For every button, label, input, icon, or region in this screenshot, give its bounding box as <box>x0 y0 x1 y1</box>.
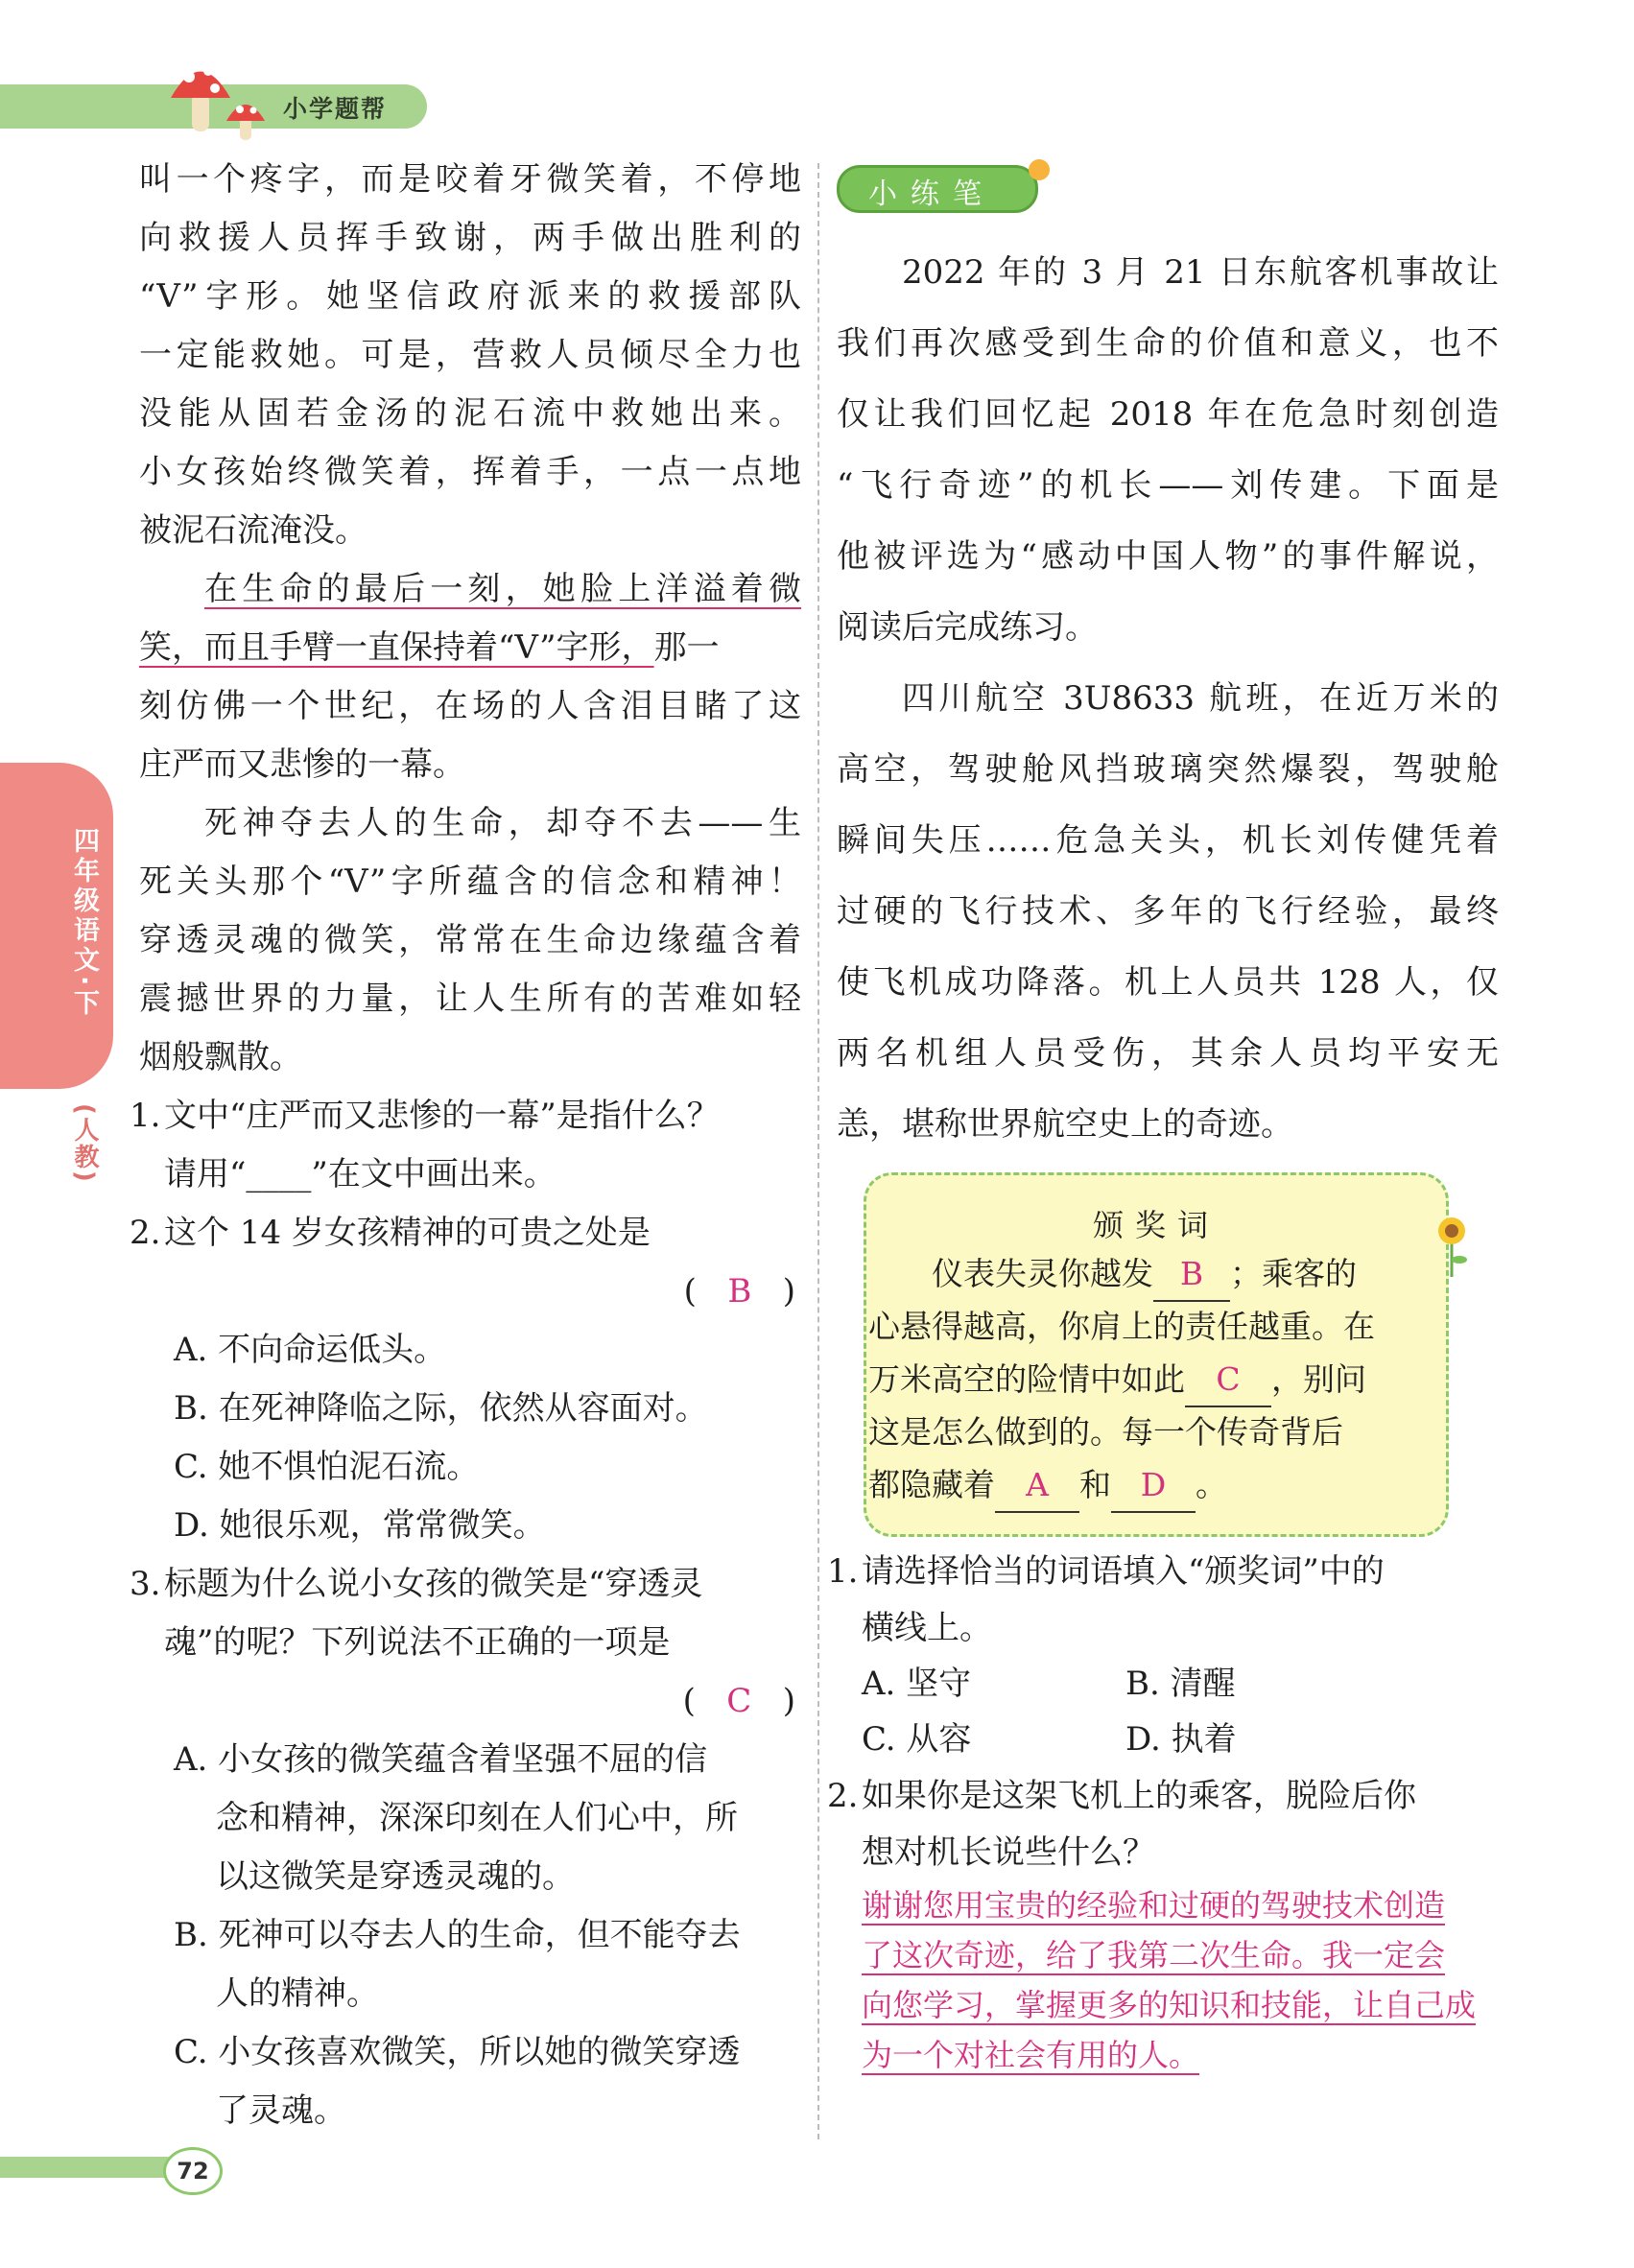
question-line <box>827 1543 1499 1600</box>
question-line: 想对机长说些什么？ <box>862 1833 1155 1872</box>
answer-line: 向您学习，掌握更多的知识和技能，让自己成 <box>862 1987 1477 2023</box>
question-line: 魂”的呢？下列说法不正确的一项是 <box>164 1623 671 1662</box>
text-line: 庄严而又悲惨的一幕。 <box>139 745 465 784</box>
side-tab-publisher: (人教) <box>70 1103 99 1184</box>
option-b: B. 在死神降临之际，依然从容面对。 <box>174 1389 708 1428</box>
question-text: 这个 14 岁女孩精神的可贵之处是 <box>164 1214 651 1252</box>
brand-title: 小学题帮 <box>283 95 388 123</box>
text-line: 使飞机成功降落。机上人员共 128 人，仅 <box>837 963 1499 1002</box>
question-line <box>827 1767 1499 1825</box>
page-number: 72 <box>163 2147 223 2195</box>
paragraph-1 <box>139 151 801 560</box>
option-b-cont: 人的精神。 <box>216 1974 379 2013</box>
answer-bracket: ( B ) <box>683 1272 795 1311</box>
text-line: 刻仿佛一个世纪，在场的人含泪目睹了这 <box>139 687 801 725</box>
text-line: 叫一个疼字，而是咬着牙微笑着，不停地 <box>139 160 801 199</box>
question-number: 1. <box>130 1097 161 1135</box>
blank-4: D <box>1111 1458 1196 1513</box>
blank-3: A <box>995 1458 1079 1513</box>
text-span: 和 <box>1079 1466 1111 1503</box>
options-row <box>827 1656 1499 1712</box>
question-text: 文中“庄严而又悲惨的一幕”是指什么？ <box>164 1097 720 1135</box>
question-number: 3. <box>130 1565 161 1603</box>
text-line: 我们再次感受到生命的价值和意义，也不 <box>837 324 1499 363</box>
text-line: 死神夺去人的生命，却夺不去——生 <box>204 804 801 842</box>
text-line: 阅读后完成练习。 <box>837 608 1098 647</box>
right-column <box>837 237 1499 1160</box>
award-line <box>868 1247 1434 1300</box>
text-line: “V”字形。她坚信政府派来的救援部队 <box>139 277 801 316</box>
text-line: 烟般飘散。 <box>139 1038 302 1076</box>
option-b: B. 死神可以夺去人的生命，但不能夺去 <box>174 1916 741 1954</box>
question-line <box>130 1204 801 1263</box>
text-line: 瞬间失压……危急关头，机长刘传健凭着 <box>837 821 1499 860</box>
text-line: 没能从固若金汤的泥石流中救她出来。 <box>139 394 801 433</box>
badge-dot-icon <box>1029 159 1050 180</box>
question-line <box>130 1555 801 1614</box>
award-line: 这是怎么做到的。每一个传奇背后 <box>868 1413 1343 1451</box>
text-line: 四川航空 3U8633 航班，在近万米的 <box>902 679 1499 718</box>
mushroom-logo <box>165 50 280 155</box>
text-line <box>139 619 801 677</box>
text-line: 死关头那个“V”字所蕴含的信念和精神！ <box>139 862 801 901</box>
underlined-line: 在生命的最后一刻，她脸上洋溢着微 <box>204 570 801 608</box>
answer-value: B <box>727 1272 752 1311</box>
award-line <box>868 1353 1434 1406</box>
option-c: C. 小女孩喜欢微笑，所以她的微笑穿透 <box>174 2033 741 2071</box>
blank-2: C <box>1185 1353 1271 1407</box>
option-d: D. 她很乐观，常常微笑。 <box>174 1506 546 1545</box>
text-line: 小女孩始终微笑着，挥着手，一点一点地 <box>139 453 801 491</box>
text-span: 。 <box>1196 1466 1227 1503</box>
question-1 <box>130 1087 801 1204</box>
story-paragraph <box>837 663 1499 1160</box>
text-line: 震撼世界的力量，让人生所有的苦难如轻 <box>139 980 801 1018</box>
text-span: 那一 <box>653 628 720 667</box>
award-line: 心悬得越高，你肩上的责任越重。在 <box>868 1308 1375 1345</box>
left-column <box>130 151 801 2140</box>
text-line: 恙，堪称世界航空史上的奇迹。 <box>837 1105 1293 1144</box>
text-line: 穿透灵魂的微笑，常常在生命边缘蕴含着 <box>139 921 801 959</box>
option-b: B. 清醒 <box>1125 1665 1236 1703</box>
question-number: 1. <box>827 1552 859 1591</box>
option-a: A. 不向命运低头。 <box>174 1331 447 1369</box>
question-text: 如果你是这架飞机上的乘客，脱险后你 <box>862 1777 1416 1815</box>
question-text: 请选择恰当的词语填入“颁奖词”中的 <box>862 1552 1385 1591</box>
option-a-cont: 念和精神，深深印刻在人们心中，所 <box>216 1799 738 1837</box>
option-a: A. 坚守 <box>862 1665 972 1703</box>
text-line: 向救援人员挥手致谢，两手做出胜利的 <box>139 219 801 257</box>
text-line: 两名机组人员受伤，其余人员均平安无 <box>837 1034 1499 1073</box>
options-row <box>827 1712 1499 1767</box>
blank-1: B <box>1153 1247 1230 1302</box>
text-line: 他被评选为“感动中国人物”的事件解说， <box>837 537 1499 576</box>
text-line: “飞行奇迹”的机长——刘传建。下面是 <box>837 466 1499 505</box>
option-d: D. 执着 <box>1125 1720 1237 1759</box>
column-divider <box>817 163 819 2139</box>
option-a: A. 小女孩的微笑蕴含着坚强不屈的信 <box>174 1740 708 1779</box>
option-c: C. 她不惧怕泥石流。 <box>174 1448 480 1486</box>
question-number: 2. <box>130 1214 161 1252</box>
award-line <box>868 1458 1434 1511</box>
answer-line: 了这次奇迹，给了我第二次生命。我一定会 <box>862 1937 1446 1973</box>
text-line: 2022 年的 3 月 21 日东航客机事故让 <box>902 253 1499 292</box>
answer-value: C <box>726 1682 752 1720</box>
text-line: 高空，驾驶舱风挡玻璃突然爆裂，驾驶舱 <box>837 750 1499 789</box>
award-text <box>868 1247 1434 1511</box>
question-line: 横线上。 <box>862 1609 992 1647</box>
text-span: 仪表失灵你越发 <box>932 1255 1153 1292</box>
intro-paragraph <box>837 237 1499 663</box>
answer-line: 为一个对社会有用的人。 <box>862 2037 1200 2073</box>
paragraph-3 <box>139 794 801 1087</box>
text-line: 一定能救她。可是，营救人员倾尽全力也 <box>139 336 801 374</box>
text-span: 万米高空的险情中如此 <box>868 1360 1185 1398</box>
text-line: 仅让我们回忆起 2018 年在危急时刻创造 <box>837 395 1499 434</box>
side-tab-grade: 四年级语文·下 <box>69 827 99 1020</box>
underlined-text: 笑，而且手臂一直保持着“V”字形， <box>139 628 654 667</box>
question-line: 请用“____”在文中画出来。 <box>164 1155 557 1193</box>
question-number: 2. <box>827 1777 859 1815</box>
award-title: 颁奖词 <box>1092 1207 1220 1243</box>
text-span: 都隐藏着 <box>868 1466 995 1503</box>
text-line: 被泥石流淹没。 <box>139 511 367 550</box>
text-span: ，别问 <box>1271 1360 1366 1398</box>
question-3 <box>130 1555 801 2140</box>
right-questions <box>827 1543 1499 2080</box>
question-2 <box>130 1204 801 1555</box>
question-line <box>130 1087 801 1146</box>
option-c: C. 从容 <box>862 1720 972 1759</box>
footer-bar <box>0 2157 178 2178</box>
text-line: 过硬的飞行技术、多年的飞行经验，最终 <box>837 892 1499 931</box>
paragraph-2 <box>139 560 801 794</box>
option-c-cont: 了灵魂。 <box>216 2091 346 2130</box>
option-a-cont: 以这微笑是穿透灵魂的。 <box>216 1857 575 1896</box>
answer-bracket: ( C ) <box>682 1682 795 1720</box>
question-text: 标题为什么说小女孩的微笑是“穿透灵 <box>164 1565 703 1603</box>
practice-badge-label: 小练笔 <box>868 177 995 211</box>
handwritten-answer <box>827 1880 1499 2080</box>
text-span: ；乘客的 <box>1230 1255 1357 1292</box>
answer-line: 谢谢您用宝贵的经验和过硬的驾驶技术创造 <box>862 1887 1446 1924</box>
